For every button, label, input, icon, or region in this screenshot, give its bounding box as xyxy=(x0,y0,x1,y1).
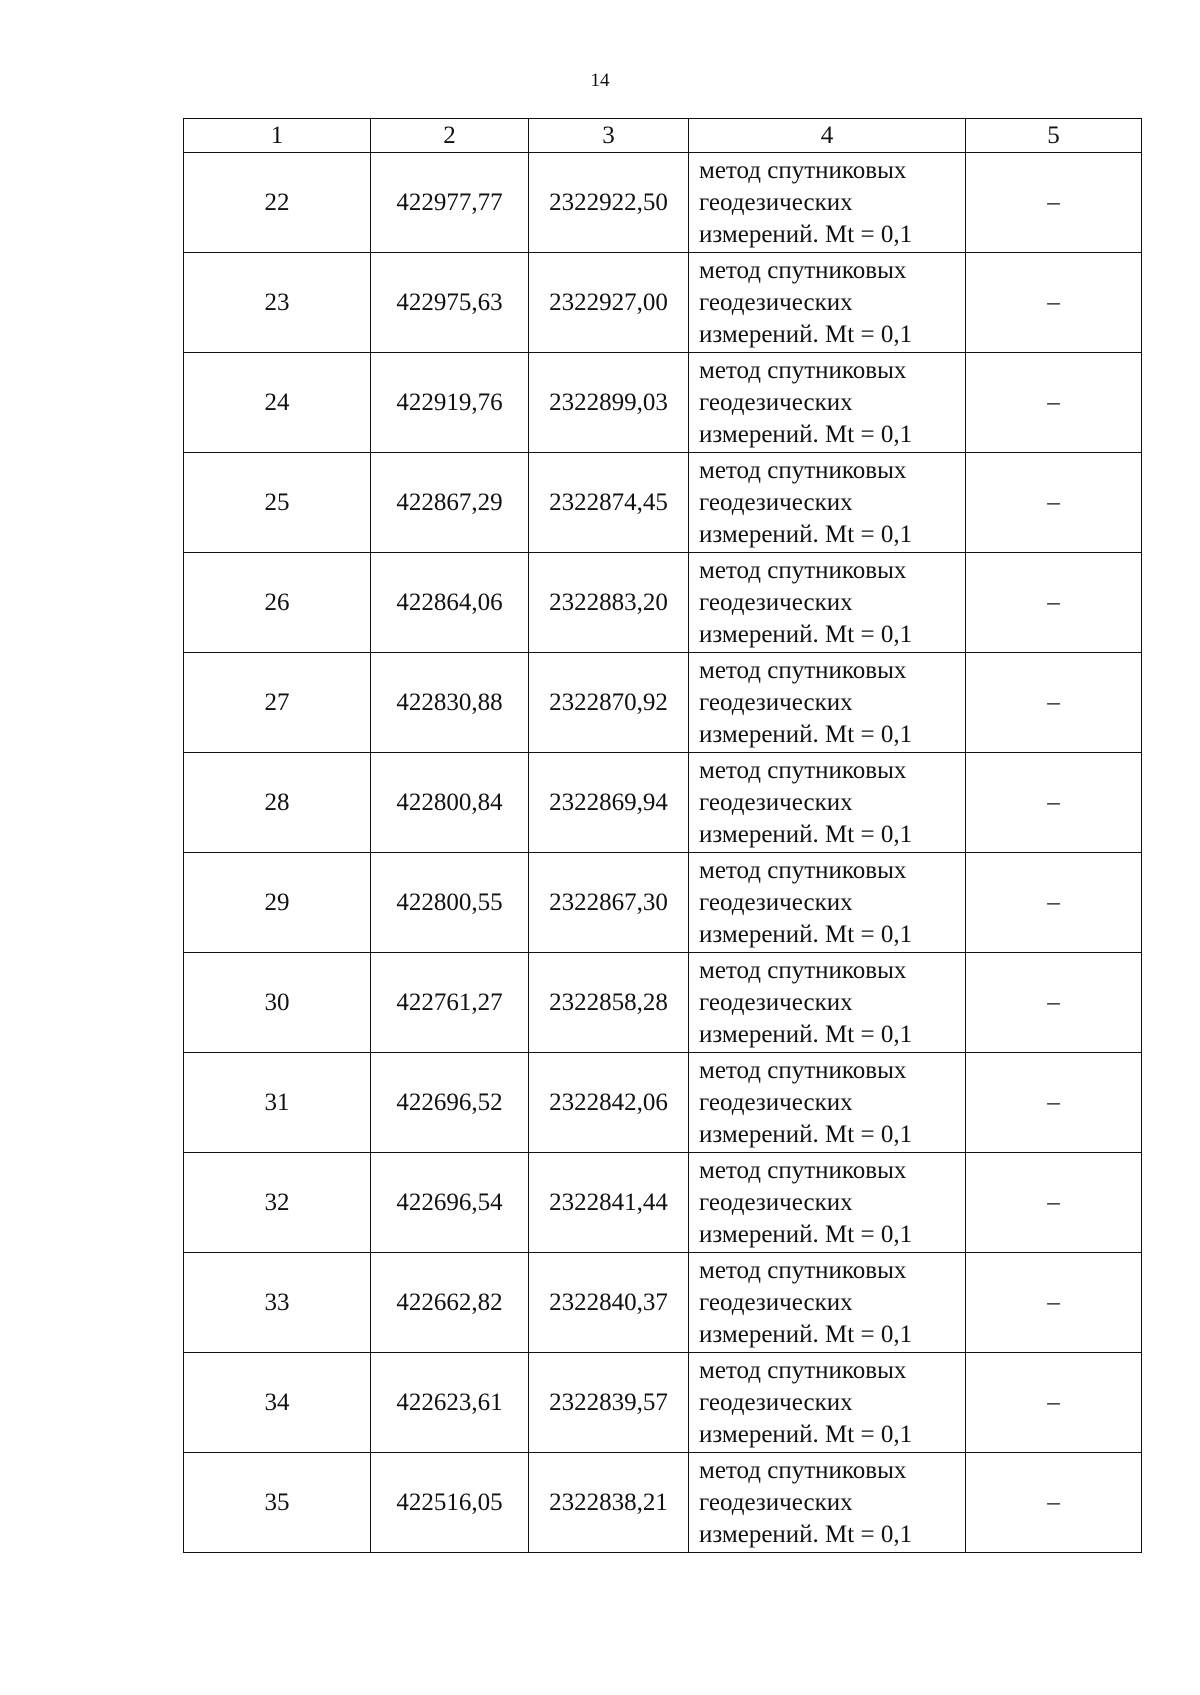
method-text-line: геодезических xyxy=(699,1188,853,1216)
note-cell: – xyxy=(966,353,1142,453)
method-text-line: метод спутниковых xyxy=(699,1356,907,1384)
method-cell xyxy=(689,953,966,1053)
point-number-cell: 34 xyxy=(184,1353,371,1453)
x-coordinate-cell: 422800,55 xyxy=(371,853,529,953)
method-text-line: метод спутниковых xyxy=(699,956,907,984)
method-cell xyxy=(689,1353,966,1453)
table-row xyxy=(184,453,1142,553)
y-coordinate-cell: 2322840,37 xyxy=(529,1253,689,1353)
method-text-line: метод спутниковых xyxy=(699,1156,907,1184)
method-text-line: геодезических xyxy=(699,488,853,516)
y-coordinate-cell: 2322899,03 xyxy=(529,353,689,453)
method-text-line: метод спутниковых xyxy=(699,556,907,584)
y-coordinate-cell: 2322858,28 xyxy=(529,953,689,1053)
method-text-line: геодезических xyxy=(699,1488,853,1516)
method-text-line: геодезических xyxy=(699,1088,853,1116)
method-cell xyxy=(689,353,966,453)
method-text-line: измерений. Mt = 0,1 xyxy=(699,420,913,448)
y-coordinate-cell: 2322841,44 xyxy=(529,1153,689,1253)
method-cell xyxy=(689,1253,966,1353)
point-number-cell: 27 xyxy=(184,653,371,753)
point-number-cell: 31 xyxy=(184,1053,371,1153)
note-cell: – xyxy=(966,1353,1142,1453)
point-number-cell: 24 xyxy=(184,353,371,453)
x-coordinate-cell: 422623,61 xyxy=(371,1353,529,1453)
y-coordinate-cell: 2322870,92 xyxy=(529,653,689,753)
table-header xyxy=(184,119,1142,153)
method-text-line: геодезических xyxy=(699,288,853,316)
point-number-cell: 32 xyxy=(184,1153,371,1253)
method-text-line: геодезических xyxy=(699,588,853,616)
method-text-line: метод спутниковых xyxy=(699,456,907,484)
x-coordinate-cell: 422830,88 xyxy=(371,653,529,753)
point-number-cell: 22 xyxy=(184,153,371,253)
table-row xyxy=(184,253,1142,353)
x-coordinate-cell: 422864,06 xyxy=(371,553,529,653)
method-text-line: измерений. Mt = 0,1 xyxy=(699,920,913,948)
table-row xyxy=(184,1153,1142,1253)
method-text-line: метод спутниковых xyxy=(699,1056,907,1084)
method-text-line: измерений. Mt = 0,1 xyxy=(699,1420,913,1448)
method-text-line: измерений. Mt = 0,1 xyxy=(699,620,913,648)
x-coordinate-cell: 422696,54 xyxy=(371,1153,529,1253)
y-coordinate-cell: 2322869,94 xyxy=(529,753,689,853)
table-row xyxy=(184,1353,1142,1453)
table-row xyxy=(184,853,1142,953)
column-header-3: 3 xyxy=(529,119,689,153)
y-coordinate-cell: 2322922,50 xyxy=(529,153,689,253)
x-coordinate-cell: 422761,27 xyxy=(371,953,529,1053)
y-coordinate-cell: 2322874,45 xyxy=(529,453,689,553)
x-coordinate-cell: 422975,63 xyxy=(371,253,529,353)
x-coordinate-cell: 422919,76 xyxy=(371,353,529,453)
method-cell xyxy=(689,553,966,653)
method-text-line: метод спутниковых xyxy=(699,156,907,184)
note-cell: – xyxy=(966,253,1142,353)
table-row xyxy=(184,153,1142,253)
method-text-line: измерений. Mt = 0,1 xyxy=(699,1320,913,1348)
table-body xyxy=(184,153,1142,1553)
note-cell: – xyxy=(966,1253,1142,1353)
method-text-line: измерений. Mt = 0,1 xyxy=(699,520,913,548)
x-coordinate-cell: 422662,82 xyxy=(371,1253,529,1353)
method-text-line: геодезических xyxy=(699,688,853,716)
method-cell xyxy=(689,853,966,953)
method-text-line: измерений. Mt = 0,1 xyxy=(699,720,913,748)
column-header-2: 2 xyxy=(371,119,529,153)
method-cell xyxy=(689,253,966,353)
method-text-line: измерений. Mt = 0,1 xyxy=(699,1520,913,1548)
method-text-line: геодезических xyxy=(699,388,853,416)
method-text-line: геодезических xyxy=(699,1288,853,1316)
method-text-line: метод спутниковых xyxy=(699,356,907,384)
x-coordinate-cell: 422867,29 xyxy=(371,453,529,553)
y-coordinate-cell: 2322838,21 xyxy=(529,1453,689,1553)
y-coordinate-cell: 2322839,57 xyxy=(529,1353,689,1453)
column-header-4: 4 xyxy=(689,119,966,153)
table-row xyxy=(184,653,1142,753)
point-number-cell: 33 xyxy=(184,1253,371,1353)
method-text-line: измерений. Mt = 0,1 xyxy=(699,320,913,348)
table-row xyxy=(184,1253,1142,1353)
x-coordinate-cell: 422977,77 xyxy=(371,153,529,253)
point-number-cell: 23 xyxy=(184,253,371,353)
point-number-cell: 29 xyxy=(184,853,371,953)
y-coordinate-cell: 2322867,30 xyxy=(529,853,689,953)
method-cell xyxy=(689,1453,966,1553)
x-coordinate-cell: 422800,84 xyxy=(371,753,529,853)
table-row xyxy=(184,553,1142,653)
note-cell: – xyxy=(966,753,1142,853)
method-text-line: измерений. Mt = 0,1 xyxy=(699,1220,913,1248)
coordinates-table xyxy=(183,118,1142,1553)
table-row xyxy=(184,753,1142,853)
method-text-line: метод спутниковых xyxy=(699,1456,907,1484)
note-cell: – xyxy=(966,1053,1142,1153)
table-row xyxy=(184,353,1142,453)
table-row xyxy=(184,1053,1142,1153)
method-text-line: метод спутниковых xyxy=(699,1256,907,1284)
method-cell xyxy=(689,1153,966,1253)
method-text-line: геодезических xyxy=(699,1388,853,1416)
method-text-line: измерений. Mt = 0,1 xyxy=(699,820,913,848)
method-text-line: геодезических xyxy=(699,788,853,816)
method-text-line: измерений. Mt = 0,1 xyxy=(699,1120,913,1148)
method-text-line: геодезических xyxy=(699,988,853,1016)
method-text-line: метод спутниковых xyxy=(699,256,907,284)
column-header-5: 5 xyxy=(966,119,1142,153)
method-cell xyxy=(689,453,966,553)
x-coordinate-cell: 422516,05 xyxy=(371,1453,529,1553)
method-text-line: измерений. Mt = 0,1 xyxy=(699,220,913,248)
note-cell: – xyxy=(966,653,1142,753)
x-coordinate-cell: 422696,52 xyxy=(371,1053,529,1153)
method-cell xyxy=(689,1053,966,1153)
note-cell: – xyxy=(966,853,1142,953)
method-text-line: геодезических xyxy=(699,188,853,216)
table-row xyxy=(184,953,1142,1053)
y-coordinate-cell: 2322842,06 xyxy=(529,1053,689,1153)
point-number-cell: 28 xyxy=(184,753,371,853)
note-cell: – xyxy=(966,553,1142,653)
note-cell: – xyxy=(966,1153,1142,1253)
page-number: 14 xyxy=(590,70,610,91)
note-cell: – xyxy=(966,453,1142,553)
y-coordinate-cell: 2322927,00 xyxy=(529,253,689,353)
method-text-line: метод спутниковых xyxy=(699,756,907,784)
y-coordinate-cell: 2322883,20 xyxy=(529,553,689,653)
method-cell xyxy=(689,153,966,253)
note-cell: – xyxy=(966,1453,1142,1553)
point-number-cell: 26 xyxy=(184,553,371,653)
method-text-line: метод спутниковых xyxy=(699,656,907,684)
method-cell xyxy=(689,653,966,753)
method-cell xyxy=(689,753,966,853)
note-cell: – xyxy=(966,953,1142,1053)
note-cell: – xyxy=(966,153,1142,253)
method-text-line: метод спутниковых xyxy=(699,856,907,884)
column-header-1: 1 xyxy=(184,119,371,153)
method-text-line: геодезических xyxy=(699,888,853,916)
header-row xyxy=(184,119,1142,153)
point-number-cell: 25 xyxy=(184,453,371,553)
method-text-line: измерений. Mt = 0,1 xyxy=(699,1020,913,1048)
point-number-cell: 30 xyxy=(184,953,371,1053)
table-row xyxy=(184,1453,1142,1553)
point-number-cell: 35 xyxy=(184,1453,371,1553)
